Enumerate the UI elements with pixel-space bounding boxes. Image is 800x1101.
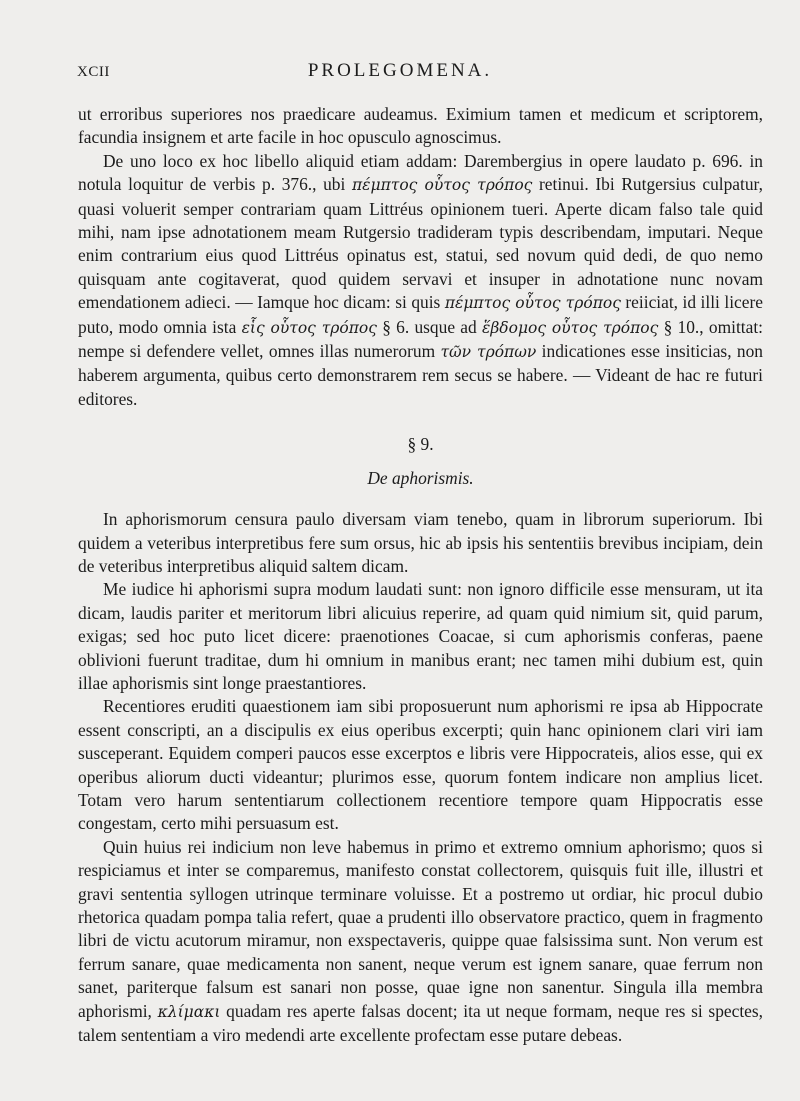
paragraph	[78, 836, 763, 1048]
text-run: retinui. Ibi Rutgersius culpatur, quasi voluerit semper contrariam quam Littréus opinionem tueri. Aperte dicam falso tale quid mihi, nam ipse adnotationem meam Rutgersio tradideram typis describendam, imputari. Neque enim contrarium eius quod Littréus opinatus est, statui, sed novum quid dedi, de quo nemo quisquam ante cogitaverat, quod quidem servavi et insuper in adnotatione nunc novam emendationem adieci. — Iamque hoc dicam: si quis	[78, 174, 763, 313]
running-head: PROLEGOMENA.	[307, 60, 493, 81]
body-text	[78, 103, 763, 1047]
text-run: Recentiores eruditi quaestionem iam sibi proposuerunt num aphorismi re ipsa ab Hippocrate essent conscripti, an a discipulis ex eius operibus excerpti; quin hanc opinionem clari viri iam susceperant. Equidem comperi paucos esse excerptos e libris vere Hippocrateis, alios esse, qui ex operibus aliorum ducti videantur; plurimos esse, quorum fontem indicare non amplius licet. Totam vero harum sententiarum collectionem recentiore tempore quam Hippocratis esse congestam, certo mihi persuasum est.	[78, 696, 763, 834]
greek-phrase: πέμπτος οὗτος τρόπος	[444, 294, 621, 313]
top-paragraphs	[78, 103, 763, 411]
paragraph	[78, 103, 763, 150]
paragraph	[78, 508, 763, 578]
paragraph	[78, 150, 763, 411]
text-run: § 10., omittat: nempe si defendere vellet, omnes illas numerorum	[78, 316, 763, 362]
greek-phrase: ἕβδομος οὗτος τρόπος	[482, 318, 659, 337]
text-run: § 6. usque ad	[376, 316, 482, 337]
greek-phrase: πέμπτος οὗτος τρόπος	[351, 176, 533, 195]
text-run: indicationes esse insiticias, non haberem argumenta, quibus certo demonstrarem rem secus se habere. — Videant de hac re futuri editores.	[78, 341, 763, 409]
paragraph	[78, 695, 763, 835]
text-run: reiiciat, id illi licere puto, modo omnia ista	[78, 292, 763, 337]
greek-phrase: κλίμακι	[157, 1002, 221, 1021]
page-number: XCII	[77, 64, 110, 80]
paragraph	[78, 578, 763, 695]
text-run: quadam res aperte falsas docent; ita ut neque formam, neque res si spectes, talem sententiam a viro medendi arte excellente profectam esse putare debeas.	[78, 1000, 764, 1046]
bottom-paragraphs	[78, 508, 763, 1047]
section-title: De aphorismis.	[367, 467, 474, 488]
text-run: De uno loco ex hoc libello aliquid etiam addam: Darembergius in opere laudato p. 696. in notula loquitur de verbis p. 376., ubi	[78, 150, 763, 195]
text-run: In aphorismorum censura paulo diversam viam tenebo, quam in librorum superiorum. Ibi quidem a veteribus interpretibus fere sum orsus, hic ab ipsis his sententiis brevibus incipiam, dein de veteribus interpretibus aliquid saltem dicam.	[78, 509, 763, 576]
greek-phrase: τῶν τρόπων	[440, 343, 537, 362]
text-run: Me iudice hi aphorismi supra modum laudati sunt: non ignoro difficile esse mensuram, ut ita dicam, laudis pariter et meritorum libri alicuius reperire, ad quam quid nimium sit, quid parum, exigas; sed hoc puto licet dicere: praenotiones Coacae, si cum aphorismis conferas, paene oblivioni fuerunt traditae, dum hi omnium in manibus erant; nec tamen mihi dubium est, quin illae aphorismis sint longe praestantiores.	[78, 579, 763, 693]
section-number: § 9.	[407, 434, 434, 455]
text-run: ut erroribus superiores nos praedicare audeamus. Eximium tamen et medicum et scriptorem, facundia insignem et arte facile in hoc opusculo agnoscimus.	[78, 104, 763, 148]
greek-phrase: εἷς οὗτος τρόπος	[241, 318, 377, 337]
text-run: Quin huius rei indicium non leve habemus in primo et extremo omnium aphorismo; quos si respiciamus et inter se comparemus, manifesto constat collectorem, quisquis fuit ille, illustri et gravi sententia syllogen utrinque terminare voluisse. Et a postremo ut ordiar, hic procul dubio rhetorica quadam pompa talia refert, quae a prudenti illo observatore practico, quem in fragmento libri de victu acutorum miramur, non exspectaveris, quippe quae falsissima sunt. Non verum est ferrum sanare, quae medicamenta non sanent, neque verum est ignem sanare, quae ferrum non sanet, pariterque falsum est sanari non posse, quae igne non sanentur. Singula illa membra aphorismi,	[78, 836, 763, 1021]
